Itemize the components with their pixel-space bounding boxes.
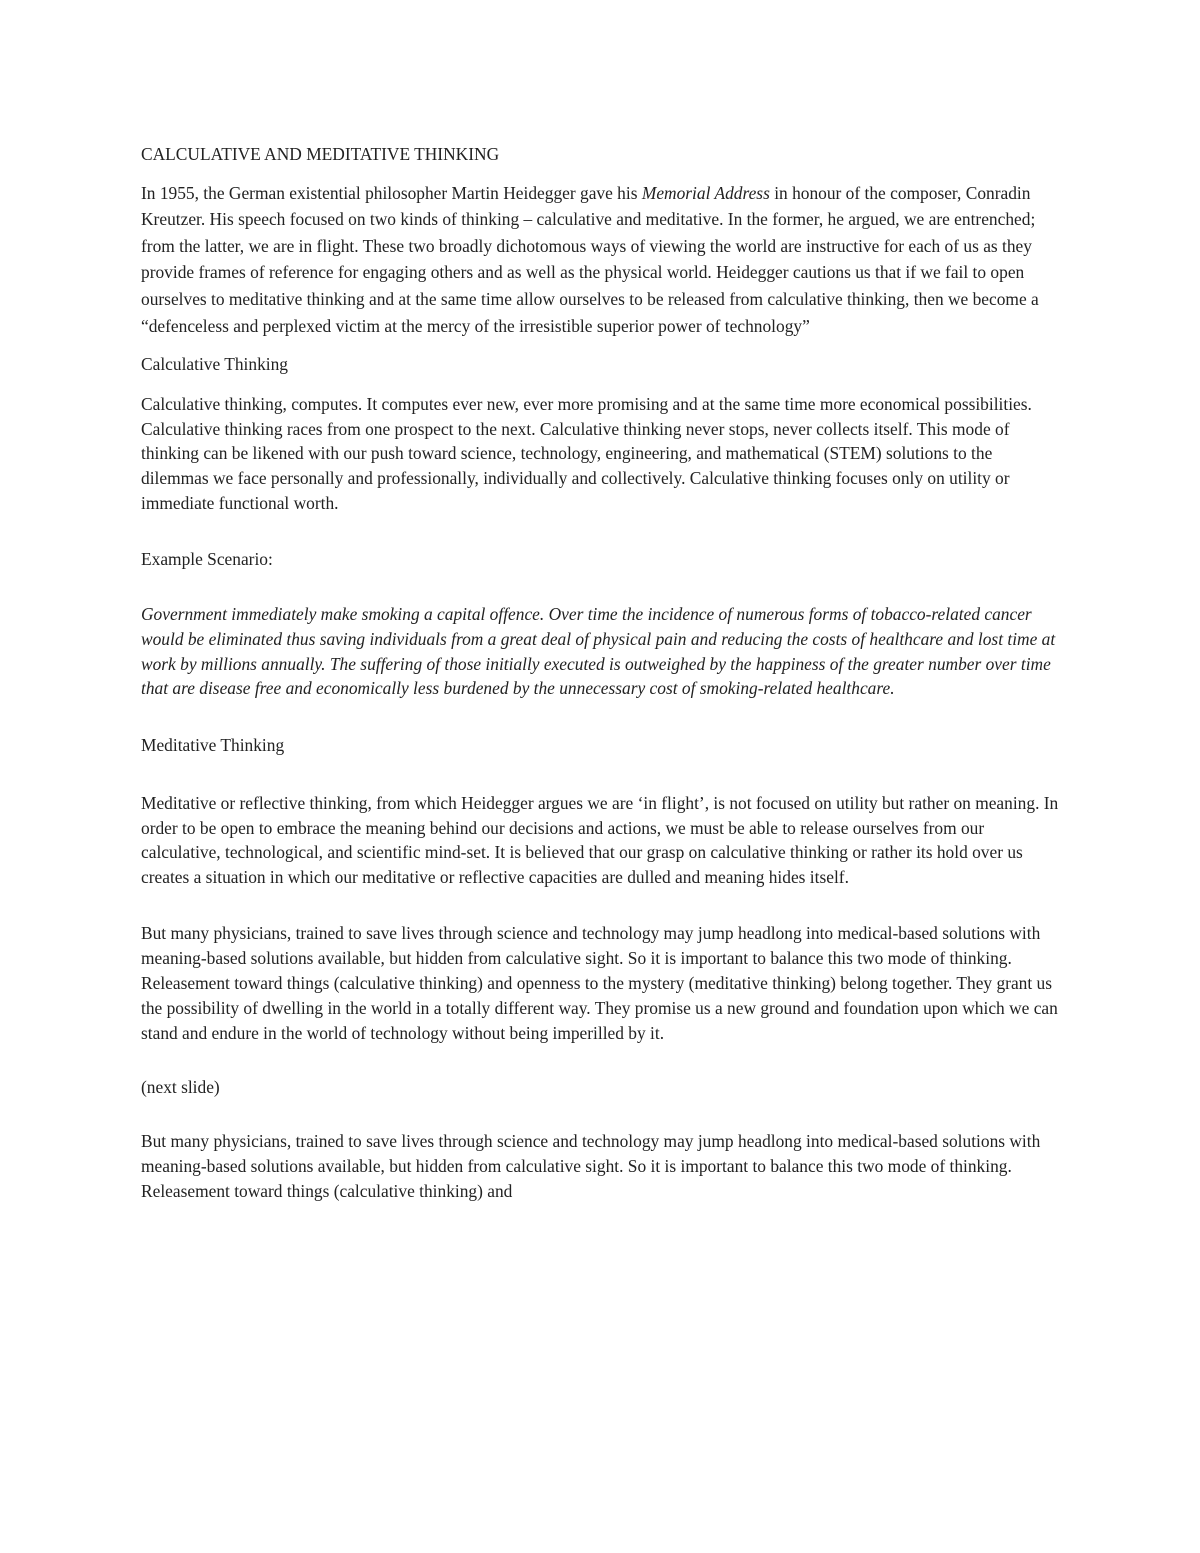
physicians-paragraph: But many physicians, trained to save lives through science and technology may jump headlong into medical-based solutions with meaning-based solutions available, but hidden from calculative sight. So it is important to balance this two mode of thinking. Releasement toward things (calculative thinking) and openness to the mystery (meditative thinking) belong together. They grant us the possibility of dwelling in the world in a totally different way. They promise us a new ground and foundation upon which we can stand and endure in the world of technology without being imperilled by it.	[141, 922, 1058, 1043]
next-slide-note: (next slide)	[141, 1076, 220, 1097]
example-scenario-text: Government immediately make smoking a capital offence. Over time the incidence of numerous forms of tobacco-related cancer would be eliminated thus saving individuals from a great deal of physical pain and reducing the costs of healthcare and lost time at work by millions annually. The suffering of those initially executed is outweighed by the happiness of the greater number over time that are disease free and economically less burdened by the unnecessary cost of smoking-related healthcare.	[141, 604, 1056, 699]
calculative-heading: Calculative Thinking	[141, 354, 288, 375]
intro-text-start: In 1955, the German existential philosopher Martin Heidegger gave his	[141, 182, 642, 203]
intro-italic-title: Memorial Address	[641, 182, 770, 203]
physicians-paragraph-repeat: But many physicians, trained to save lives through science and technology may jump headlong into medical-based solutions with meaning-based solutions available, but hidden from calculative sight. So it is important to balance this two mode of thinking. Releasement toward things (calculative thinking) and	[141, 1131, 1041, 1202]
intro-paragraph	[141, 180, 1061, 340]
example-scenario-label: Example Scenario:	[141, 548, 273, 569]
meditative-paragraph: Meditative or reflective thinking, from which Heidegger argues we are ‘in flight’, is not focused on utility but rather on meaning. In order to be open to embrace the meaning behind our decisions and actions, we must be able to release ourselves from our calculative, technological, and scientific mind-set. It is believed that our grasp on calculative thinking or rather its hold over us creates a situation in which our meditative or reflective capacities are dulled and meaning hides itself.	[141, 793, 1059, 888]
calculative-paragraph: Calculative thinking, computes. It computes ever new, ever more promising and at the same time more economical possibilities. Calculative thinking races from one prospect to the next. Calculative thinking never stops, never collects itself. This mode of thinking can be likened with our push toward science, technology, engineering, and mathematical (STEM) solutions to the dilemmas we face personally and professionally, individually and collectively. Calculative thinking focuses only on utility or immediate functional worth.	[141, 393, 1032, 513]
document-body	[141, 141, 1061, 1204]
document-title: CALCULATIVE AND MEDITATIVE THINKING	[141, 144, 500, 164]
meditative-heading: Meditative Thinking	[141, 734, 285, 755]
intro-text-end: in honour of the composer, Conradin Kreutzer. His speech focused on two kinds of thinking – calculative and meditative. In the former, he argued, we are entrenched; from the latter, we are in flight. These two broadly dichotomous ways of viewing the world are instructive for each of us as they provide frames of reference for engaging others and as well as the physical world. Heidegger cautions us that if we fail to open ourselves to meditative thinking and at the same time allow ourselves to be released from calculative thinking, then we become a “defenceless and perplexed victim at the mercy of the irresistible superior power of technology”	[141, 182, 1039, 336]
